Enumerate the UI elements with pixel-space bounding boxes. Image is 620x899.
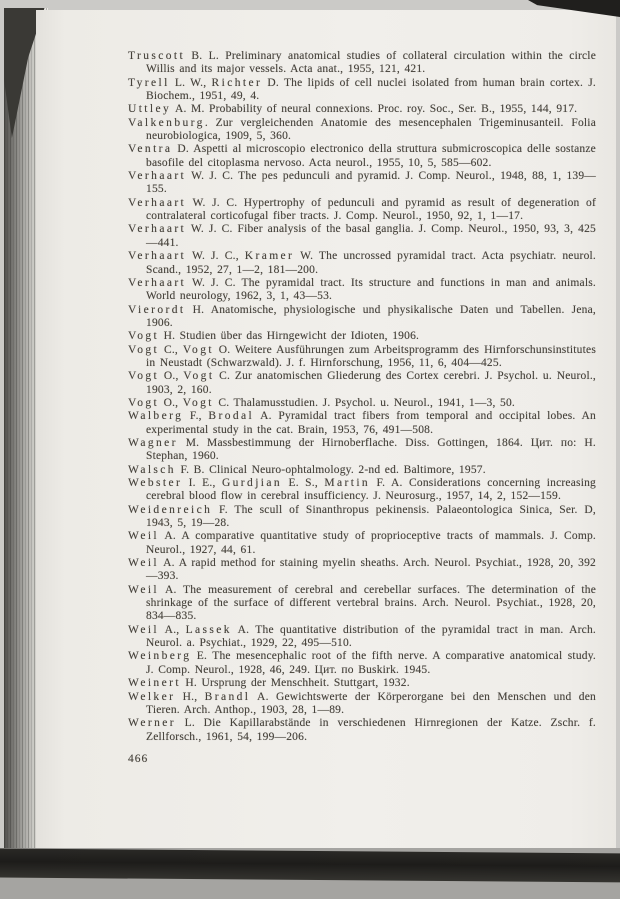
author-name: Richter	[211, 76, 263, 89]
reference-text: F.,	[183, 410, 209, 423]
reference-text: C. Zur anatomischen Gliederung des Cortex cerebri. J. Psychol. u. Neurol., 1903, 2, 160.	[146, 370, 596, 396]
reference-entry	[128, 77, 596, 104]
reference-entry	[128, 223, 596, 250]
author-name: Vogt	[128, 330, 160, 343]
author-name: Webster	[128, 477, 183, 489]
reference-text: W. J. C.,	[186, 250, 245, 263]
reference-entry	[128, 477, 596, 504]
reference-text: A. The measurement of cerebral and cerebellar surfaces. The determination of the shrinkage of the surface of different vertebral brains. Arch. Neurol. Psychiat., 1928, 20, 834—835.	[146, 583, 596, 623]
author-name: Verhaart	[128, 223, 187, 236]
author-name: Vogt	[128, 396, 160, 409]
reference-entry	[128, 624, 596, 651]
reference-text: W. J. C. Hypertrophy of pedunculi and pyramid as result of degeneration of contralateral corticofugal fiber tracts. J. Comp. Neurol., 1950, 92, 1, 1—17.	[146, 196, 596, 223]
reference-text: W. J. C. Fiber analysis of the basal ganglia. J. Comp. Neurol., 1950, 93, 3, 425—441.	[146, 223, 596, 249]
reference-text: A. A comparative quantitative study of proprioceptive tracts of mammals. J. Comp. Neurol., 1927, 44, 61.	[146, 530, 596, 556]
author-name: Weil	[128, 623, 160, 636]
references-list	[128, 50, 596, 766]
author-name: Vogt	[183, 370, 215, 383]
author-name: Gurdjian	[221, 477, 283, 489]
reference-text: A. Pyramidal tract fibers from temporal and occipital lobes. An experimental study in the cat. Brain, 1953, 76, 491—508.	[146, 410, 596, 436]
author-name: Weil	[128, 530, 160, 543]
reference-text: A.,	[159, 623, 186, 636]
author-name: Verhaart	[128, 170, 187, 183]
reference-entry	[128, 250, 596, 277]
reference-entry	[128, 370, 596, 397]
reference-text: W. The uncrossed pyramidal tract. Acta psychiatr. neurol. Scand., 1952, 27, 1—2, 181—200.	[146, 250, 596, 276]
reference-entry	[128, 584, 596, 624]
reference-text: O.,	[159, 396, 183, 409]
reference-text: E. S.,	[282, 477, 325, 489]
reference-text: H. Studien über das Hirngewicht der Idioten, 1906.	[159, 330, 420, 343]
reference-text: W. J. C. The pyramidal tract. Its structure and functions in man and animals. World neurology, 1962, 3, 1, 43—53.	[146, 276, 596, 303]
author-name: Walsch	[128, 463, 176, 476]
author-name: Weinert	[128, 677, 181, 690]
author-name: Weinberg	[128, 650, 192, 663]
page-number: 466	[128, 752, 149, 765]
author-name: Welker	[128, 690, 176, 703]
author-name: Walberg	[128, 410, 184, 423]
author-name: Vogt	[182, 396, 214, 409]
reference-text: H. Anatomische, physiologische und physikalische Daten und Tabellen. Jena, 1906.	[146, 303, 596, 329]
reference-text: C. Thalamusstudien. J. Psychol. u. Neurol., 1941, 1—3, 50.	[213, 396, 515, 409]
author-name: Wagner	[128, 436, 178, 449]
reference-entry	[128, 691, 596, 718]
reference-entry	[128, 277, 596, 304]
reference-entry	[128, 530, 596, 557]
book-page	[36, 10, 616, 854]
reference-text: C.,	[159, 343, 183, 356]
reference-text: O.,	[159, 370, 184, 383]
reference-text: H.,	[175, 690, 205, 703]
reference-text: A. The quantitative distribution of the pyramidal tract in man. Arch. Neurol. a. Psychiat., 1929, 22, 495—510.	[146, 623, 596, 650]
reference-text: I. E.,	[182, 477, 222, 489]
author-name: Valkenburg	[128, 116, 205, 129]
reference-text: B. L. Preliminary anatomical studies of collateral circulation within the circle Willis and its major vessels. Acta anat., 1955, 121, 421.	[146, 50, 596, 76]
reference-entry	[128, 650, 596, 677]
author-name: Verhaart	[128, 196, 187, 209]
reference-entry	[128, 330, 596, 343]
author-name: Verhaart	[128, 276, 187, 289]
author-name: Truscott	[128, 50, 186, 62]
reference-entry	[128, 50, 596, 77]
reference-entry	[128, 397, 596, 410]
reference-entry	[128, 410, 596, 437]
reference-entry	[128, 197, 596, 224]
author-name: Weil	[128, 583, 160, 596]
author-name: Vogt	[128, 370, 160, 383]
reference-text: L. W.,	[169, 76, 212, 89]
author-name: Werner	[128, 717, 176, 730]
reference-text: A. A rapid method for staining myelin sheaths. Arch. Neurol. Psychiat., 1928, 20, 392—393.	[146, 557, 596, 583]
reference-text: M. Massbestimmung der Hirnoberflache. Diss. Gottingen, 1864. Цит. по: H. Stephan, 1960.	[146, 436, 596, 463]
reference-entry	[128, 103, 596, 116]
author-name: Brandl	[204, 690, 251, 703]
author-name: Kramer	[244, 250, 295, 263]
reference-text: F. The scull of Sinanthropus pekinensis. Palaeontologica Sinica, Ser. D, 1943, 5, 19—28.	[146, 503, 596, 530]
book-bottom-edge	[0, 849, 620, 883]
reference-entry	[128, 117, 596, 144]
author-name: Tyrell	[128, 76, 170, 89]
reference-text: F. A. Considerations concerning increasing cerebral blood flow in cerebral insufficiency. J. Neurosurg., 1957, 14, 2, 152—159.	[146, 477, 596, 503]
reference-entry	[128, 170, 596, 197]
reference-text: . Zur vergleichenden Anatomie des mesencephalen Trigeminusanteil. Folia neurobiologica, 1909, 5, 360.	[146, 116, 596, 143]
reference-entry	[128, 437, 596, 464]
author-name: Uttley	[128, 103, 172, 116]
reference-text: L. Die Kapillarabstände in verschiedenen Hirnregionen der Katze. Zschr. f. Zellforsch., 1961, 54, 199—206.	[146, 717, 596, 743]
reference-text: O. Weitere Ausführungen zum Arbeitsprogramm des Hirnforschunsinstitutes in Neustadt (Schwarzwald). J. f. Hirnforschung, 1956, 11, 6, 404—425.	[146, 343, 596, 369]
author-name: Ventra	[128, 143, 173, 156]
reference-entry	[128, 344, 596, 371]
author-name: Brodal	[208, 410, 255, 423]
reference-text: E. The mesencephalic root of the fifth nerve. A comparative anatomical study. J. Comp. Neurol., 1928, 46, 249. Цит. по Buskirk. 1945.	[146, 650, 596, 676]
author-name: Vogt	[182, 343, 214, 356]
reference-entry	[128, 504, 596, 531]
author-name: Vogt	[128, 343, 160, 356]
author-name: Weidenreich	[128, 503, 213, 516]
reference-entry	[128, 717, 596, 744]
reference-entry	[128, 304, 596, 331]
reference-entry	[128, 677, 596, 690]
reference-text: F. B. Clinical Neuro-ophtalmology. 2-nd ed. Baltimore, 1957.	[175, 463, 486, 476]
author-name: Weil	[128, 557, 160, 570]
reference-text: D. The lipids of cell nuclei isolated from human brain cortex. J. Biochem., 1951, 49, 4.	[146, 76, 596, 103]
reference-entry	[128, 464, 596, 477]
reference-entry	[128, 557, 596, 584]
author-name: Vierordt	[128, 303, 186, 316]
reference-text: A. Gewichtswerte der Körperorgane bei den Menschen und den Tieren. Arch. Anthop., 1903, 28, 1—89.	[146, 690, 596, 716]
reference-entry	[128, 143, 596, 170]
author-name: Lassek	[185, 623, 232, 636]
reference-text: D. Aspetti al microscopio electronico della struttura submicroscopica delle sostanze basofile del citoplasma nervoso. Acta neurol., 1955, 10, 5, 585—602.	[146, 143, 596, 169]
author-name: Verhaart	[128, 250, 187, 263]
reference-text: W. J. C. The pes pedunculi and pyramid. J. Comp. Neurol., 1948, 88, 1, 139—155.	[146, 170, 596, 196]
reference-text: H. Ursprung der Menschheit. Stuttgart, 1932.	[180, 677, 410, 690]
reference-text: A. M. Probability of neural connexions. Proc. roy. Soc., Ser. B., 1955, 144, 917.	[171, 103, 578, 116]
author-name: Martin	[324, 477, 371, 489]
